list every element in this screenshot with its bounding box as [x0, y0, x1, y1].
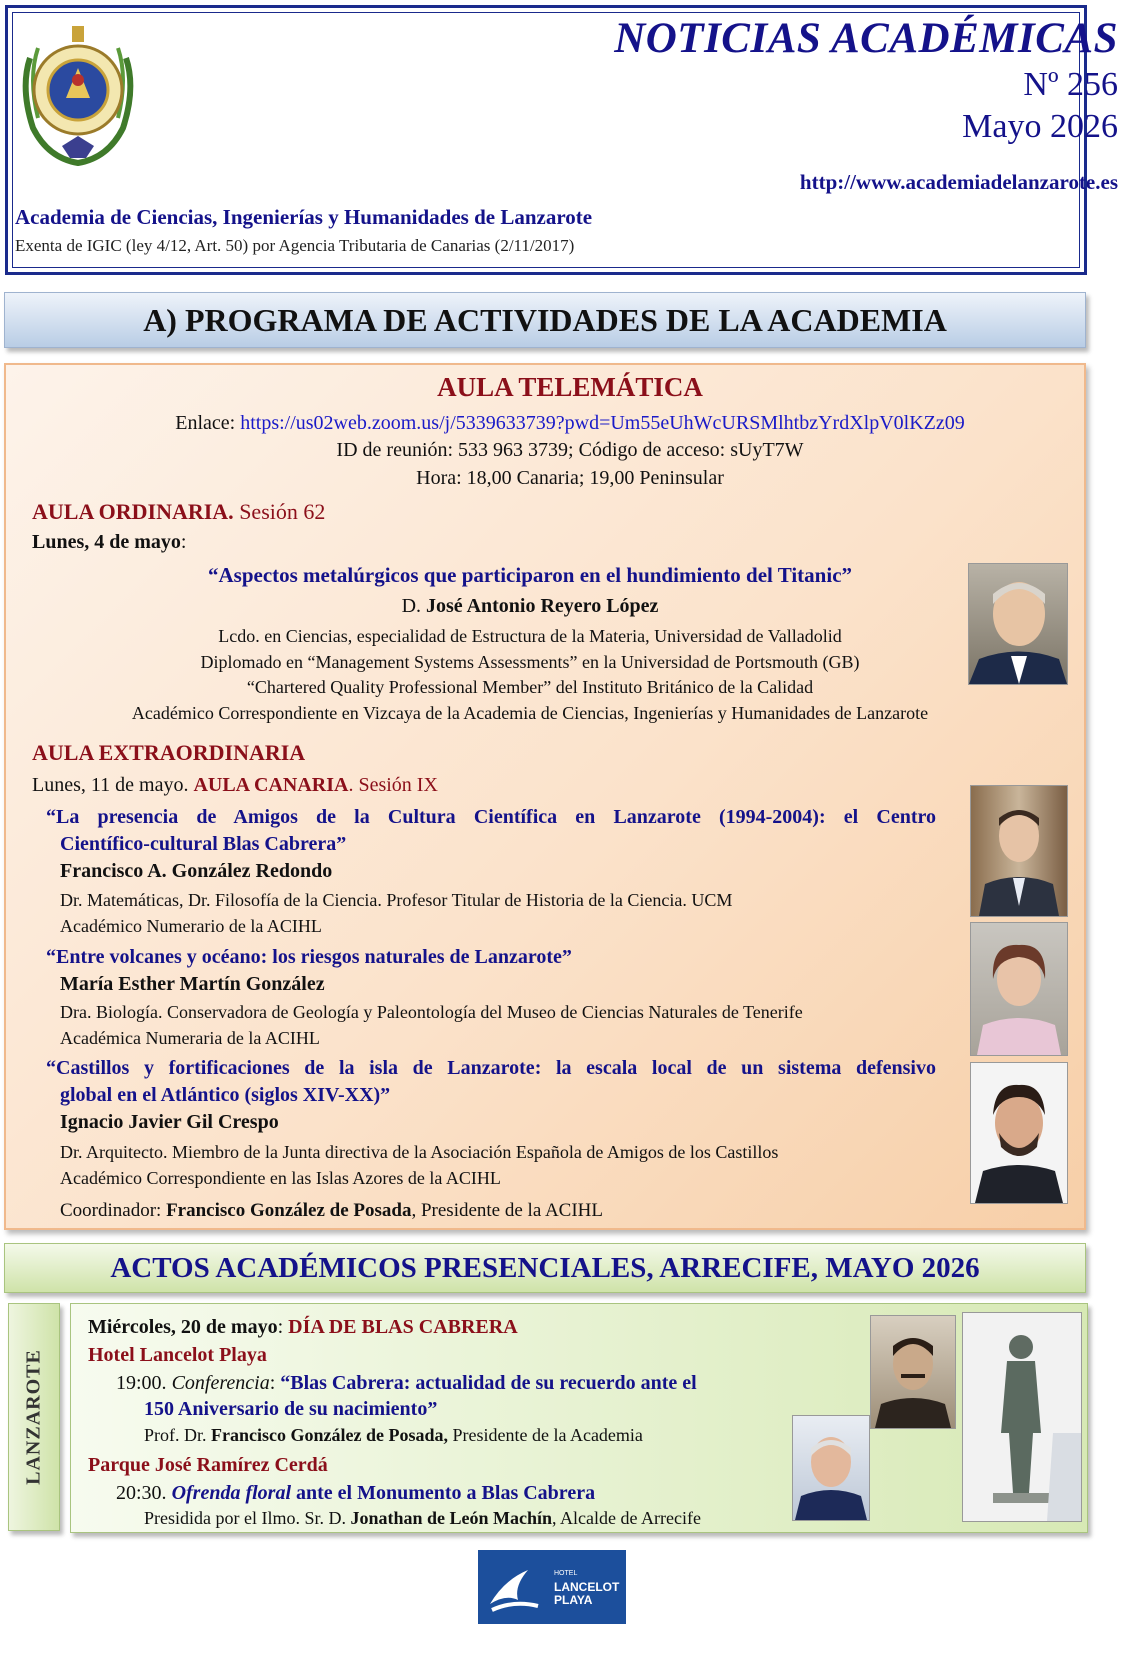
meeting-id: ID de reunión: 533 963 3739; Código de acceso: sUyT7W	[336, 439, 804, 461]
event-2-rest: ante el Monumento a Blas Cabrera	[291, 1482, 596, 1504]
bio-line: Lcdo. en Ciencias, especialidad de Estructura de la Materia, Universidad de Valladolid	[218, 626, 842, 646]
talk-2-bio-2: Académica Numeraria de la ACIHL	[60, 1028, 320, 1048]
event-2-presided-line	[144, 1508, 701, 1529]
aula-telematica-title: AULA TELEMÁTICA	[437, 372, 703, 402]
event-1-speaker-role: Presidente de la Academia	[447, 1425, 643, 1445]
aula-extraordinaria-date: Lunes, 11 de mayo.	[32, 774, 194, 796]
titanic-speaker-prefix: D.	[401, 595, 427, 617]
blas-cabrera-day: DÍA DE BLAS CABRERA	[288, 1316, 518, 1338]
section-b-banner	[4, 1243, 1086, 1293]
side-label-text: LANZAROTE	[22, 1349, 45, 1485]
bio-line: Diplomado en “Management Systems Assessments” en la Universidad de Portsmouth (GB)	[200, 651, 860, 672]
academy-name: Academia de Ciencias, Ingenierías y Humanidades de Lanzarote	[15, 205, 593, 229]
aula-ordinaria-date-suffix: :	[180, 531, 187, 553]
coordinator-label: Coordinador:	[60, 1200, 167, 1221]
venue-hotel: Hotel Lancelot Playa	[88, 1344, 267, 1366]
section-a-title: A) PROGRAMA DE ACTIVIDADES DE LA ACADEMIA	[143, 302, 947, 338]
speaker-photo-martin-gonzalez	[970, 922, 1068, 1056]
talk-1-speaker: Francisco A. González Redondo	[60, 860, 333, 882]
aula-canaria-session: . Sesión IX	[348, 774, 438, 796]
event-1-line	[116, 1372, 697, 1395]
talk-1-title-line-1: “La presencia de Amigos de la Cultura Científica en Lanzarote (1994-2004): el Centro	[46, 806, 936, 828]
speaker-photo-reyero	[968, 563, 1068, 685]
issue-date: Mayo 2026	[962, 108, 1118, 145]
venue-park: Parque José Ramírez Cerdá	[88, 1454, 328, 1476]
newsletter-title: NOTICIAS ACADÉMICAS	[614, 15, 1118, 62]
event-1-speaker-line	[144, 1425, 643, 1446]
tax-exemption-note: Exenta de IGIC (ley 4/12, Art. 50) por Agencia Tributaria de Canarias (2/11/2017)	[15, 236, 575, 255]
section-b-title: ACTOS ACADÉMICOS PRESENCIALES, ARRECIFE, MAYO 2026	[110, 1252, 980, 1284]
titanic-speaker-bio	[0, 624, 1060, 726]
hotel-lancelot-playa-logo	[478, 1550, 626, 1624]
event-1-speaker-prefix: Prof. Dr.	[144, 1425, 211, 1445]
lanzarote-side-label	[8, 1303, 60, 1531]
aula-ordinaria-date-text: Lunes, 4 de mayo	[32, 531, 181, 553]
hotel-logo-small: HOTEL	[554, 1570, 578, 1577]
hotel-logo-line1: LANCELOT	[554, 1580, 620, 1594]
academy-website-link[interactable]: http://www.academiadelanzarote.es	[799, 170, 1118, 194]
event-date-line	[88, 1316, 518, 1339]
talk-2-title: “Entre volcanes y océano: los riesgos naturales de Lanzarote”	[46, 946, 572, 968]
titanic-talk-title: “Aspectos metalúrgicos que participaron en el hundimiento del Titanic”	[207, 563, 853, 587]
speaker-photo-gonzalez-redondo	[970, 785, 1068, 917]
zoom-link[interactable]: https://us02web.zoom.us/j/5339633739?pwd=Um55eUhWcURSMlhtbzYrdXlpV0lKZz09	[240, 412, 965, 434]
aula-ordinaria-label: AULA ORDINARIA.	[32, 499, 234, 524]
talk-3-bio-2: Académico Correspondiente en las Islas Azores de la ACIHL	[60, 1168, 501, 1188]
talk-1-bio-2: Académico Numerario de la ACIHL	[60, 916, 322, 936]
event-date-sep: :	[277, 1316, 289, 1338]
hotel-wave-icon	[484, 1560, 544, 1616]
event-1-speaker: Francisco González de Posada,	[211, 1425, 448, 1445]
meeting-time: Hora: 18,00 Canaria; 19,00 Peninsular	[416, 467, 724, 489]
coordinator-role: , Presidente de la ACIHL	[411, 1200, 604, 1221]
talk-2-bio-1: Dra. Biología. Conservadora de Geología y Paleontología del Museo de Ciencias Naturales de Tenerife	[60, 1002, 803, 1022]
talk-3-bio-1: Dr. Arquitecto. Miembro de la Junta directiva de la Asociación Española de Amigos de los Castillos	[60, 1142, 779, 1162]
prof-gonzalez-posada-photo	[792, 1415, 870, 1521]
zoom-link-line	[0, 412, 1140, 435]
titanic-speaker-line	[0, 595, 1060, 618]
event-1-time: 19:00.	[116, 1372, 172, 1394]
blas-cabrera-portrait	[870, 1315, 956, 1429]
event-2-type: Ofrenda floral	[171, 1482, 292, 1504]
event-2-presided-role: , Alcalde de Arrecife	[552, 1508, 701, 1528]
talk-3-title-line-2: global en el Atlántico (siglos XIV-XX)”	[60, 1084, 391, 1106]
coordinator-name: Francisco González de Posada	[166, 1200, 412, 1221]
talk-1-bio-1: Dr. Matemáticas, Dr. Filosofía de la Ciencia. Profesor Titular de Historia de la Ciencia. UCM	[60, 890, 733, 910]
aula-ordinaria-session: Sesión 62	[233, 499, 326, 524]
titanic-speaker-name: José Antonio Reyero López	[426, 595, 659, 617]
event-2-presided-prefix: Presidida por el Ilmo. Sr. D.	[144, 1508, 351, 1528]
aula-ordinaria-heading	[32, 499, 325, 525]
aula-extraordinaria-date-line	[32, 774, 438, 797]
hotel-logo-line2: PLAYA	[554, 1593, 593, 1607]
issue-number: Nº 256	[1023, 66, 1118, 103]
talk-2-speaker: María Esther Martín González	[60, 973, 325, 995]
blas-cabrera-monument-photo	[962, 1312, 1082, 1522]
event-2-presided-name: Jonathan de León Machín	[350, 1508, 553, 1528]
event-1-title-line-2: 150 Aniversario de su nacimiento”	[144, 1398, 438, 1420]
event-1-title: “Blas Cabrera: actualidad de su recuerdo ante el	[280, 1372, 697, 1394]
talk-3-title-line-1: “Castillos y fortificaciones de la isla de Lanzarote: la escala local de un sistema defensivo	[46, 1057, 936, 1079]
talk-1-title-line-2: Científico-cultural Blas Cabrera”	[60, 833, 347, 855]
aula-extraordinaria-heading: AULA EXTRAORDINARIA	[32, 740, 306, 765]
speaker-photo-gil-crespo	[970, 1062, 1068, 1204]
talk-3-speaker: Ignacio Javier Gil Crespo	[60, 1111, 279, 1133]
bio-line: “Chartered Quality Professional Member” del Instituto Británico de la Calidad	[246, 677, 814, 697]
coordinator-line	[60, 1200, 603, 1222]
bio-line: Académico Correspondiente en Vizcaya de la Academia de Ciencias, Ingenierías y Humanidades de Lanzarote	[131, 702, 929, 723]
event-1-sep: :	[269, 1372, 281, 1394]
aula-canaria-label: AULA CANARIA	[193, 774, 349, 796]
event-2-line	[116, 1482, 595, 1505]
academy-crest-logo	[18, 18, 138, 168]
zoom-link-label: Enlace:	[175, 412, 241, 434]
event-date: Miércoles, 20 de mayo	[88, 1316, 278, 1338]
event-1-type: Conferencia	[171, 1372, 270, 1394]
event-2-time: 20:30.	[116, 1482, 172, 1504]
section-a-banner	[4, 292, 1086, 348]
aula-ordinaria-date	[32, 531, 186, 554]
